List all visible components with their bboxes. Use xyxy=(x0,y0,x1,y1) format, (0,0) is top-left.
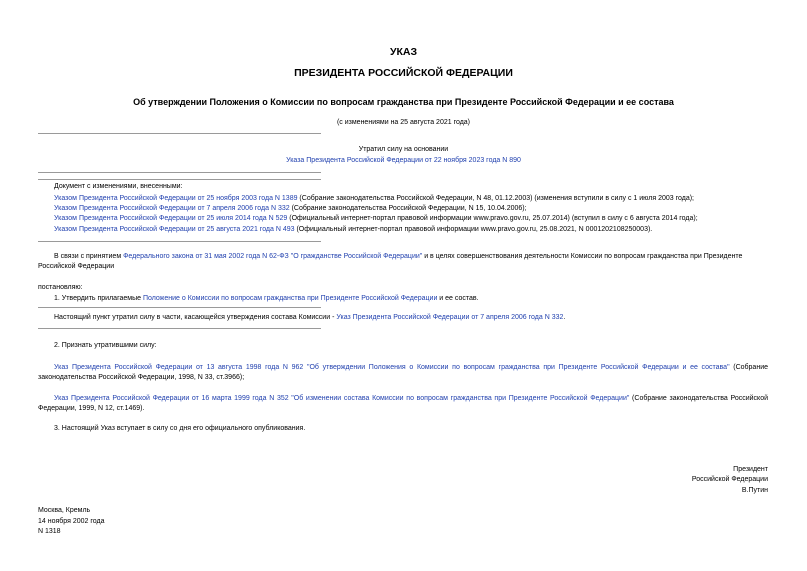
paragraph-text: . xyxy=(563,314,566,321)
signature-country: Российской Федерации xyxy=(691,476,768,483)
decree-352-link[interactable]: Указ Президента Российской Федерации от 16 марта 1999 года N 352 "Об изменении состава Комиссии по вопросам гражданства при Президенте Российской Федерации" xyxy=(54,395,630,402)
amendment-link[interactable]: Указом Президента Российской Федерации от 7 апреля 2006 года N 332 xyxy=(54,205,290,212)
paragraph-text: Настоящий пункт утратил силу в части, касающейся утверждения состава Комиссии - xyxy=(54,314,337,321)
paragraph-note xyxy=(54,314,565,321)
amendment-item xyxy=(54,215,698,222)
signature-name: В.Путин xyxy=(741,487,768,494)
amendment-text: (Собрание законодательства Российской Федерации, N 15, 10.04.2006); xyxy=(289,205,527,212)
decree-962-link[interactable]: Указ Президента Российской Федерации от 13 августа 1998 года N 962 "Об утверждении Положения о Комиссии по вопросам гражданства при Президенте Российской Федерации и ее состава" xyxy=(54,364,730,371)
document-title: Об утверждении Положения о Комиссии по вопросам гражданства при Президенте Российской Федерации и ее состава xyxy=(133,97,674,107)
repealed-decree-1 xyxy=(38,363,768,383)
lost-force-link[interactable]: Указа Президента Российской Федерации от 22 ноября 2023 года N 890 xyxy=(286,157,521,164)
date: 14 ноября 2002 года xyxy=(38,518,105,525)
amendment-text: (Официальный интернет-портал правовой информации www.pravo.gov.ru, 25.07.2014) (вступил в силу с 6 августа 2014 года); xyxy=(287,215,698,222)
amendment-text: (Официальный интернет-портал правовой информации www.pravo.gov.ru, 25.08.2021, N 0001202108250003). xyxy=(294,226,653,233)
document-number: N 1318 xyxy=(38,528,61,535)
paragraph-text: (Собрание законодательства Российской Федерации, 1999, N 12, ст.1469). xyxy=(38,395,769,412)
paragraph-text: и ее состав. xyxy=(437,295,479,302)
document-type-title: УКАЗ xyxy=(389,46,418,58)
federal-law-link[interactable]: Федерального закона от 31 мая 2002 года N 62-ФЗ "О гражданстве Российской Федерации" xyxy=(123,253,423,260)
preamble-text: и в целях совершенствования деятельности Комиссии по вопросам гражданства при Президенте Российской Федерации xyxy=(38,253,743,270)
paragraph-text: 1. Утвердить прилагаемые xyxy=(54,295,143,302)
amendment-text: (Собрание законодательства Российской Федерации, N 48, 01.12.2003) (изменения вступили в силу с 1 июля 2003 года); xyxy=(297,195,694,202)
preamble-text: В связи с принятием xyxy=(54,253,124,260)
amendment-item xyxy=(54,195,694,202)
issuer-title: ПРЕЗИДЕНТА РОССИЙСКОЙ ФЕДЕРАЦИИ xyxy=(294,67,513,79)
divider xyxy=(38,241,321,242)
paragraph-2: 2. Признать утратившими силу: xyxy=(54,342,157,349)
decree-332-link[interactable]: Указ Президента Российской Федерации от 7 апреля 2006 года N 332 xyxy=(336,314,564,321)
amendment-item xyxy=(54,205,527,212)
paragraph-1 xyxy=(54,295,479,302)
paragraph-3: 3. Настоящий Указ вступает в силу со дня его официального опубликования. xyxy=(54,425,306,432)
repealed-decree-2 xyxy=(38,394,768,414)
divider xyxy=(38,179,321,180)
lost-force-label: Утратил силу на основании xyxy=(358,146,449,153)
divider xyxy=(38,328,321,329)
signature-title: Президент xyxy=(733,466,768,473)
revision-note: (с изменениями на 25 августа 2021 года) xyxy=(336,119,471,126)
place: Москва, Кремль xyxy=(38,507,91,514)
amendment-link[interactable]: Указом Президента Российской Федерации от 25 августа 2021 года N 493 xyxy=(54,226,295,233)
paragraph-text: (Собрание законодательства Российской Федерации, 1998, N 33, ст.3966); xyxy=(38,364,768,381)
amendment-item xyxy=(54,226,652,233)
divider xyxy=(38,172,321,173)
preamble-paragraph xyxy=(38,252,768,272)
amendments-intro: Документ с изменениями, внесенными: xyxy=(54,183,183,190)
divider xyxy=(38,133,321,134)
decree-word: постановляю: xyxy=(38,284,83,291)
regulation-link[interactable]: Положение о Комиссии по вопросам гражданства при Президенте Российской Федерации xyxy=(142,295,438,302)
amendment-link[interactable]: Указом Президента Российской Федерации от 25 июля 2014 года N 529 xyxy=(54,215,288,222)
amendment-link[interactable]: Указом Президента Российской Федерации от 25 ноября 2003 года N 1389 xyxy=(54,195,298,202)
divider xyxy=(38,307,321,308)
